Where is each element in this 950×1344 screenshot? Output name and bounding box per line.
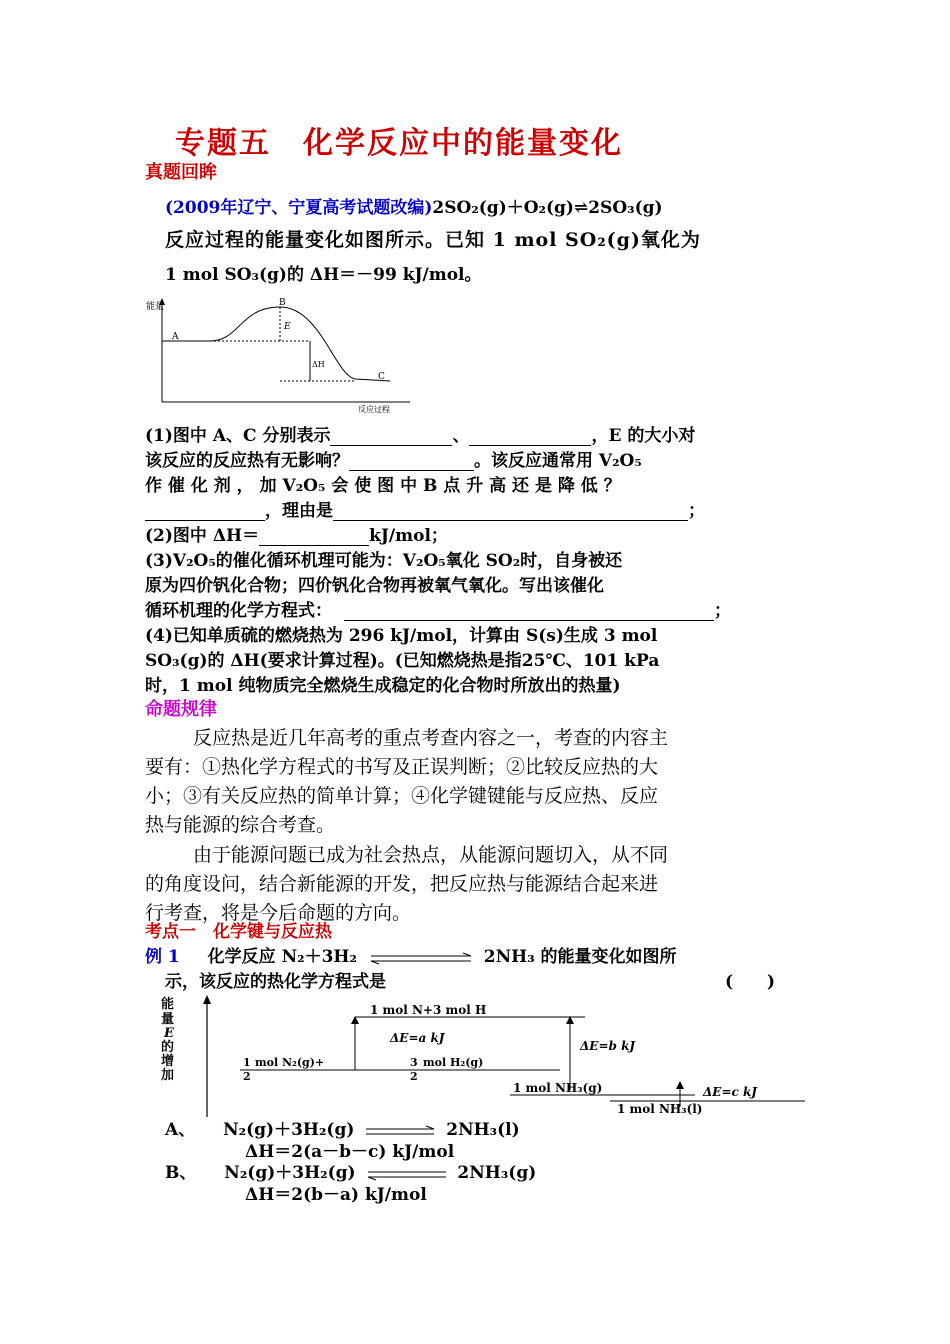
option-b-arrow-icon: [362, 1167, 452, 1181]
q1-text-e: 。该反应通常用 V₂O₅: [474, 451, 642, 471]
intro-equation: 2SO₂(g)＋O₂(g)⇌2SO₃(g): [432, 198, 663, 218]
fig2-ylabel: [161, 996, 175, 1083]
fig2-label-b: ΔE=b kJ: [580, 1039, 636, 1053]
section-review: 真题回眸: [145, 162, 217, 183]
example-line1: [145, 942, 677, 967]
option-a-eq-right: 2NH₃(l): [446, 1120, 520, 1140]
q1-text-f: ，理由是: [265, 501, 333, 521]
q3-line3: [145, 596, 731, 621]
q2-text-b: kJ/mol；: [369, 526, 448, 546]
fig2-nh3g-label: 1 mol NH₃(g): [513, 1081, 603, 1095]
fig1-label-B: B: [279, 298, 286, 308]
option-a-label: A、: [165, 1120, 196, 1140]
energy-diagram-2: [155, 992, 820, 1122]
fig2-label-c: ΔE=c kJ: [703, 1085, 757, 1099]
q1-text-c: ，E 的大小对: [591, 426, 696, 446]
q1-text-b: 、: [452, 426, 470, 446]
equilibrium-arrow-icon: [363, 951, 478, 965]
fig2-top-label: 1 mol N+3 mol H: [370, 1003, 487, 1017]
svg-text:增: 增: [161, 1054, 175, 1069]
example-paren: ( ): [725, 972, 776, 992]
intro-line1: [165, 193, 663, 218]
q1-line3: 作 催 化 剂 ， 加 V₂O₅ 会 使 图 中 B 点 升 高 还 是 降 低 ？: [145, 476, 621, 496]
q1-text-d: 该反应的反应热有无影响？: [145, 451, 349, 471]
svg-text:量: 量: [161, 1012, 175, 1027]
rule-p1-l3: 小；③有关反应热的简单计算；④化学键键能与反应热、反应: [145, 785, 659, 807]
rule-p2-l2: 的角度设问，结合新能源的开发，把反应热与能源结合起来进: [145, 873, 659, 895]
fig2-left-num2: 3: [410, 1056, 418, 1069]
q2-text-a: (2)图中 ΔH＝: [145, 526, 260, 546]
section-point1: 考点一 化学键与反应热: [145, 922, 332, 942]
q1-line2: [145, 446, 642, 471]
option-b-label: B、: [165, 1163, 197, 1183]
svg-text:能: 能: [161, 997, 175, 1012]
q3-text: 循环机理的化学方程式：: [145, 601, 332, 621]
example-line2: 示，该反应的热化学方程式是: [165, 972, 386, 992]
option-b-dh: ΔH＝2(b－a) kJ/mol: [245, 1185, 427, 1205]
q4-line1: (4)已知单质硫的燃烧热为 296 kJ/mol，计算由 S(s)生成 3 mol: [145, 626, 658, 646]
rule-p1-l4: 热与能源的综合考查。: [145, 814, 336, 836]
fig1-ylabel: 能量: [146, 302, 165, 312]
fig2-label-a: ΔE=a kJ: [390, 1031, 445, 1045]
q3-end: ；: [714, 601, 731, 621]
q2-line: [145, 521, 448, 546]
fig1-label-E: E: [284, 322, 291, 332]
fig2-y-arrow: [203, 995, 211, 1004]
intro-source: (2009年辽宁、宁夏高考试题改编): [165, 198, 433, 218]
q1-text-g: ；: [688, 501, 705, 521]
q4-line2: SO₃(g)的 ΔH(要求计算过程)。(已知燃烧热是指25℃、101 kPa: [145, 651, 660, 671]
q1-line1: [145, 421, 695, 446]
fig2-left-mid: mol N₂(g)+: [255, 1056, 325, 1069]
rule-p1-l2: 要有：①热化学方程式的书写及正误判断；②比较反应热的大: [145, 756, 659, 778]
intro-line3: 1 mol SO₃(g)的 ΔH＝－99 kJ/mol。: [165, 265, 482, 285]
fig1-curve: [162, 307, 390, 381]
fig2-arrow-c-head: [676, 1081, 684, 1089]
option-b-eq-left: N₂(g)＋3H₂(g): [224, 1163, 356, 1183]
option-a-arrow-icon: [360, 1124, 440, 1138]
fig2-left-label: 1: [243, 1056, 251, 1069]
fig2-left-end: mol H₂(g): [423, 1056, 484, 1069]
svg-text:的: 的: [161, 1040, 175, 1055]
fig1-label-C: C: [378, 372, 385, 382]
q1-text-a: (1)图中 A、C 分别表示: [145, 426, 331, 446]
fig1-xlabel: 反应过程: [358, 405, 390, 414]
energy-diagram-1: [140, 295, 420, 415]
fig1-label-A: A: [172, 332, 179, 342]
rule-p2-l3: 行考查，将是今后命题的方向。: [145, 902, 412, 924]
q3-line1: (3)V₂O₅的催化循环机理可能为：V₂O₅氧化 SO₂时，自身被还: [145, 551, 623, 571]
option-a-eq-left: N₂(g)＋3H₂(g): [223, 1120, 355, 1140]
q1-line4: [145, 496, 705, 521]
example-text-b: 2NH₃ 的能量变化如图所: [483, 947, 677, 967]
q3-line2: 原为四价钒化合物；四价钒化合物再被氧气氧化。写出该催化: [145, 576, 604, 596]
example-label: 例 1: [145, 947, 180, 967]
fig1-label-dH: ΔH: [312, 360, 325, 369]
rule-p2-l1: 由于能源问题已成为社会热点，从能源问题切入，从不同: [193, 844, 669, 866]
option-b-eq-right: 2NH₃(g): [457, 1163, 537, 1183]
fig2-nh3l-label: 1 mol NH₃(l): [617, 1102, 703, 1116]
q4-line3: 时，1 mol 纯物质完全燃烧生成稳定的化合物时所放出的热量): [145, 676, 621, 696]
page-title: 专题五 化学反应中的能量变化: [175, 126, 623, 161]
option-a-dh: ΔH＝2(a－b－c) kJ/mol: [245, 1142, 455, 1162]
svg-text:加: 加: [161, 1068, 175, 1083]
intro-line2: 反应过程的能量变化如图所示。已知 1 mol SO₂(g)氧化为: [165, 229, 701, 251]
svg-text:E: E: [164, 1026, 174, 1041]
section-rule: 命题规律: [145, 699, 217, 720]
rule-p1-l1: 反应热是近几年高考的重点考查内容之一，考查的内容主: [193, 727, 669, 749]
example-text-a: 化学反应 N₂＋3H₂: [207, 947, 357, 967]
fig2-left-den1: 2: [243, 1070, 251, 1083]
fig2-left-den2: 2: [410, 1070, 418, 1083]
